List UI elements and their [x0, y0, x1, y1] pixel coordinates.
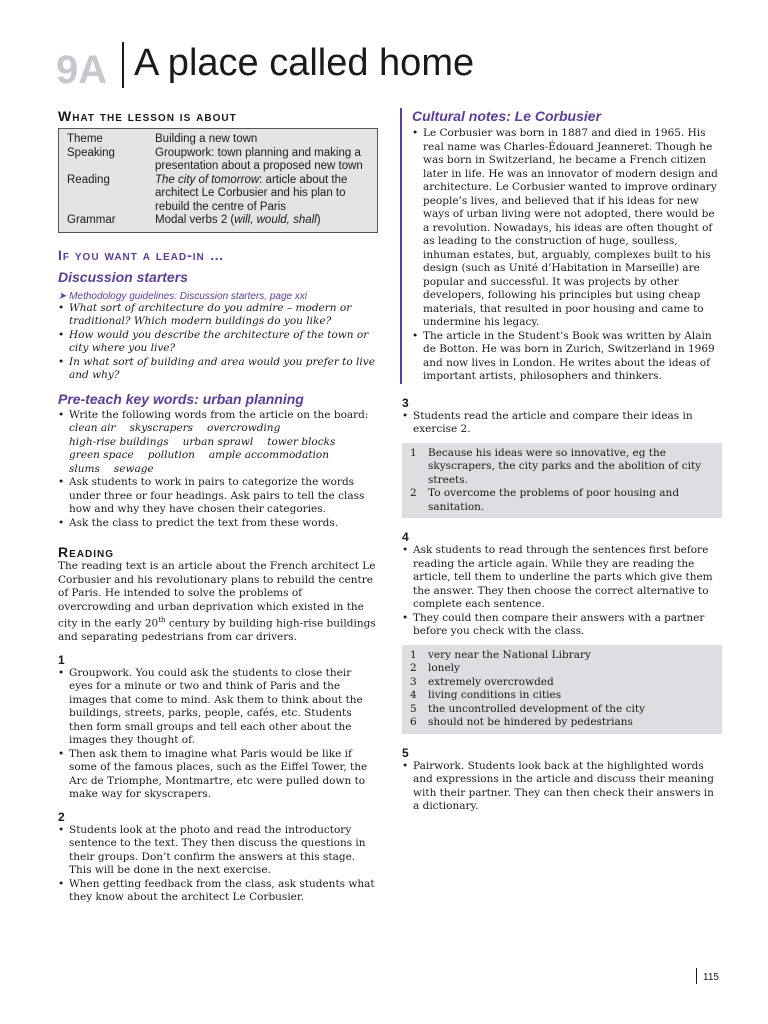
exercise-2-list	[58, 824, 378, 905]
key-word: skyscrapers	[129, 422, 194, 434]
lesson-summary-box	[58, 128, 378, 233]
answer-row	[410, 649, 714, 663]
exercise-1-number: 1	[58, 652, 65, 667]
key-word: high-rise buildings	[69, 435, 169, 448]
answer-number: 5	[410, 702, 417, 715]
exercise-5-list	[402, 760, 722, 814]
page-header	[56, 38, 736, 98]
answer-row	[410, 689, 714, 703]
list-item: • Le Corbusier was born in 1887 and died in 1965. His real name was Charles-Édouard Jeanneret. Though he was born in Switzerland, he became a French citizen later in life. He was an innovator of modern design and architecture. Le Corbusier wanted to improve ordinary people’s lives, and believed that if his ideas for new ways of urban living were not adopted, there would be a revolution. Nowadays, his ideas are often thought of as leading to the construction of huge, soulless, inhuman estates, but, arguably, complexes built to his design (such as Unité d’Habitation in Marseille) are popular and successful. It was projects by other developers, following his principles but using cheap materials, that resulted in poor housing and came to undermine his legacy.	[412, 127, 722, 330]
list-item: • How would you describe the architecture of the town or city where you live?	[58, 329, 378, 356]
answer-text: living conditions in cities	[428, 689, 562, 701]
exercise-1-list	[58, 667, 378, 802]
answer-number: 2	[410, 662, 417, 674]
page-number: 115	[703, 972, 719, 983]
lesson-row-grammar	[67, 214, 369, 228]
lesson-value: Groupwork: town planning and making a presentation about a proposed new town	[155, 146, 363, 172]
lesson-value-rest: : article about the architect Le Corbusier and his plan to rebuild the centre of Paris	[155, 173, 348, 213]
key-word: overcrowding	[207, 422, 281, 434]
answer-text: should not be hindered by pedestrians	[428, 716, 633, 728]
preteach-list	[58, 476, 378, 530]
answer-text: the uncontrolled development of the city	[428, 702, 646, 715]
lesson-row-reading	[67, 174, 369, 215]
unit-number: 9A	[56, 48, 108, 92]
exercise-3-number: 3	[402, 395, 409, 410]
answer-number: 6	[410, 716, 417, 728]
right-column	[402, 108, 722, 814]
list-item: • Groupwork. You could ask the students to close their eyes for a minute or two and think of Paris and the images that come to mind. Ask them to think about the buildings, streets, parks, people, cafés, etc. Students then form small groups and tell each other about the images they thought of.	[58, 667, 378, 748]
key-word: tower blocks	[267, 435, 336, 448]
list-item: • The article in the Student’s Book was written by Alain de Botton. He was born in Zurich, Switzerland in 1969 and now lives in London. He writes about the ideas of important artists, philosophers and thinkers.	[412, 330, 722, 384]
discussion-heading: Discussion starters	[58, 268, 188, 285]
key-word: sewage	[113, 462, 154, 475]
exercise-3-list	[402, 410, 722, 437]
lesson-value: Building a new town	[155, 133, 258, 145]
list-item: • Write the following words from the article on the board:	[58, 409, 378, 423]
lesson-value-pre: Modal verbs 2 (	[155, 214, 235, 226]
page-title: A place called home	[134, 42, 475, 84]
answer-row	[410, 676, 714, 690]
discussion-list	[58, 302, 378, 383]
header-divider	[122, 42, 124, 88]
list-item: • Students look at the photo and read the introductory sentence to the text. They then discuss the questions in their groups. Don’t confirm the answers at this stage. This will be done in the next exercise.	[58, 824, 378, 878]
list-item: • Students read the article and compare their ideas in exercise 2.	[402, 410, 722, 437]
reading-intro-b: century by building high-rise buildings and separating pedestrians from car drivers.	[58, 617, 376, 643]
list-item: • They could then compare their answers with a partner before you check with the class.	[402, 612, 722, 639]
list-item: • What sort of architecture do you admire – modern or traditional? Which modern buildings do you like?	[58, 302, 378, 329]
list-item: • Ask students to work in pairs to categorize the words under three or four headings. Ask pairs to tell the class how and why they have chosen their categories.	[58, 476, 378, 517]
lesson-value	[155, 174, 369, 215]
lead-in-heading: If you want a lead-in …	[58, 246, 225, 263]
list-item: • Pairwork. Students look back at the highlighted words and expressions in the article and discuss their meaning with their partner. They can then check their answers in a dictionary.	[402, 760, 722, 814]
reading-intro-a: The reading text is an article about the French architect Le Corbusier and his revolutionary plans to rebuild the centre of Paris. He intended to solve the problems of overcrowding and urban deprivation which existed in the city in the early 20	[58, 560, 376, 630]
left-column	[58, 108, 378, 905]
answer-text: To overcome the problems of poor housing and sanitation.	[428, 487, 680, 513]
reading-intro-sup: th	[158, 616, 166, 624]
key-word: clean air	[69, 422, 116, 434]
list-item: • In what sort of building and area would you prefer to live and why?	[58, 356, 378, 383]
cultural-notes-list	[412, 127, 722, 384]
answer-row	[410, 487, 714, 514]
lesson-value-italic: will, would, shall	[234, 214, 317, 226]
exercise-4-number: 4	[402, 530, 409, 544]
lesson-key: Reading	[67, 173, 110, 186]
answer-row	[410, 662, 714, 676]
lesson-value-post: )	[316, 214, 321, 226]
lesson-key: Grammar	[67, 214, 116, 226]
answer-text: extremely overcrowded	[428, 675, 554, 688]
lesson-key: Speaking	[67, 146, 115, 159]
answer-number: 2	[410, 487, 417, 499]
list-item: • When getting feedback from the class, ask students what they know about the architect Le Corbusier.	[58, 878, 378, 905]
reading-heading: Reading	[58, 544, 115, 560]
exercise-4-answers	[402, 645, 722, 734]
answer-row	[410, 447, 714, 488]
cultural-notes	[400, 108, 722, 384]
answer-text: very near the National Library	[428, 648, 591, 661]
key-word: pollution	[147, 449, 195, 461]
key-words	[58, 422, 378, 476]
answer-number: 3	[410, 675, 417, 688]
lesson-row-speaking	[67, 147, 369, 174]
lesson-value	[155, 214, 369, 228]
answer-row	[410, 716, 714, 730]
lesson-key: Theme	[67, 133, 103, 145]
exercise-5-number: 5	[402, 745, 409, 760]
footer-divider	[696, 968, 697, 984]
exercise-4-list	[402, 544, 722, 639]
answer-text: Because his ideas were so innovative, eg the skyscrapers, the city parks and the abolition of city streets.	[428, 446, 702, 486]
exercise-2-number: 2	[58, 809, 65, 824]
lesson-about-heading: What the lesson is about	[58, 108, 237, 124]
preteach-heading: Pre-teach key words: urban planning	[58, 390, 304, 407]
key-word: urban sprawl	[182, 435, 254, 448]
answer-number: 1	[410, 446, 417, 459]
key-word: ample accommodation	[208, 449, 329, 461]
reading-intro	[58, 560, 378, 645]
answer-number: 1	[410, 648, 417, 661]
methodology-link[interactable]	[58, 291, 378, 302]
preteach-intro-list	[58, 409, 378, 423]
list-item: • Ask the class to predict the text from these words.	[58, 517, 378, 531]
list-item: • Then ask them to imagine what Paris would be like if some of the famous places, such as the Eiffel Tower, the Arc de Triomphe, Montmartre, etc were pulled down to make way for skyscrapers.	[58, 748, 378, 802]
exercise-3-answers	[402, 443, 722, 519]
key-word: slums	[69, 462, 100, 475]
methodology-text: Methodology guidelines: Discussion starters, page xxi	[69, 290, 308, 302]
lesson-row-theme	[67, 133, 369, 147]
cultural-notes-heading: Cultural notes: Le Corbusier	[412, 108, 602, 124]
list-item: • Ask students to read through the sentences first before reading the article again. While they are reading the article, tell them to underline the parts which give them the answer. They then choose the correct alternative to complete each sentence.	[402, 544, 722, 612]
answer-number: 4	[410, 689, 417, 701]
key-word: green space	[69, 449, 134, 461]
answer-row	[410, 703, 714, 717]
answer-text: lonely	[428, 662, 460, 674]
arrow-circle-icon: ➤	[58, 290, 70, 302]
lesson-value-italic: The city of tomorrow	[155, 173, 260, 186]
